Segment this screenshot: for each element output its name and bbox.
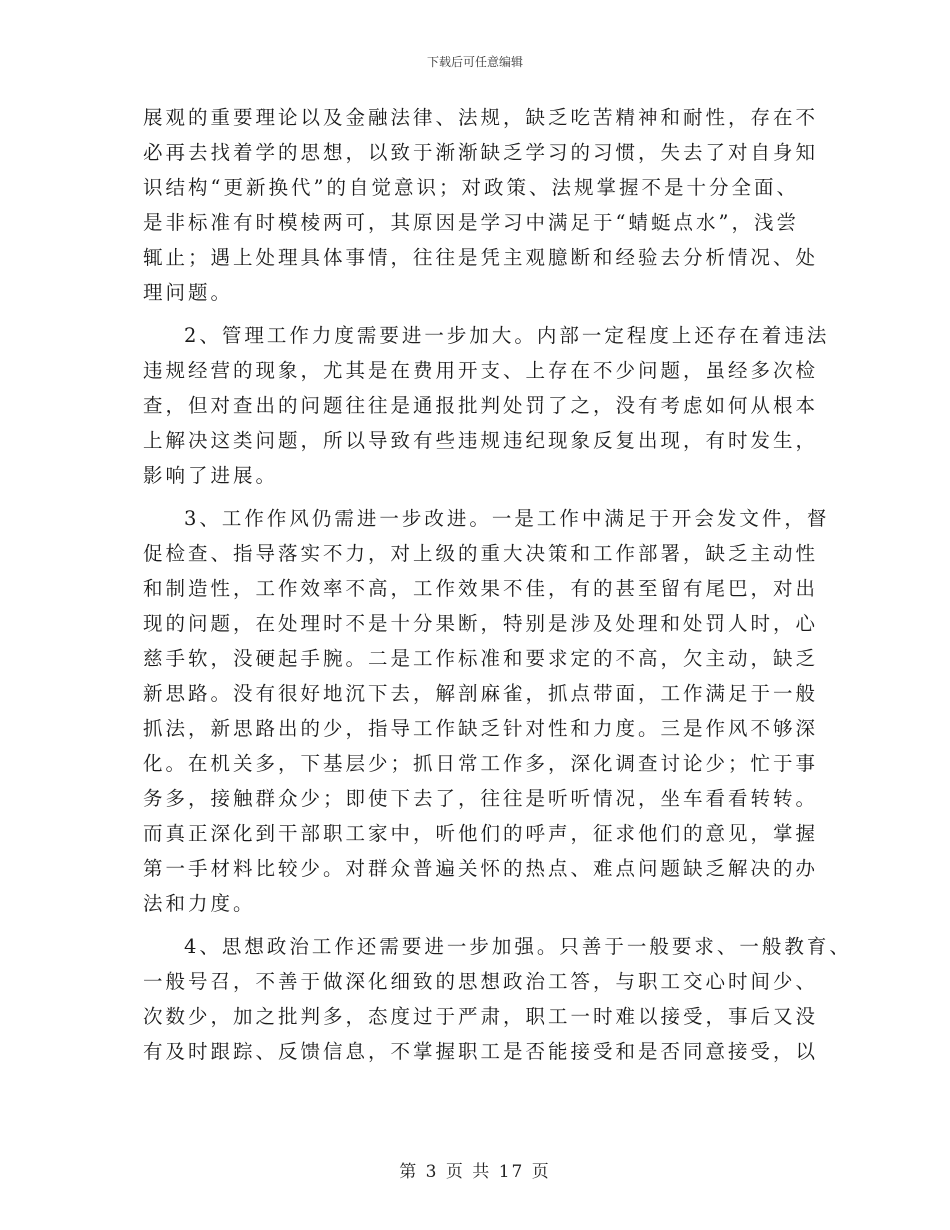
paragraph-start-line: 4、思想政治工作还需要进一步加强。只善于一般要求、一般教育、 [184, 935, 852, 958]
paragraph-start-line: 3、工作作风仍需进一步改进。一是工作中满足于开会发文件，督 [184, 507, 830, 530]
text-line: 慈手软，没硬起手腕。二是工作标准和要求定的不高，欠主动，缺乏 [143, 647, 819, 670]
text-line: 抓法，新思路出的少，指导工作缺乏针对性和力度。三是作风不够深 [143, 717, 819, 740]
text-line: 促检查、指导落实不力，对上级的重大决策和工作部署，缺乏主动性 [143, 542, 819, 565]
text-line: 查，但对查出的问题往往是通报批判处罚了之，没有考虑如何从根本 [143, 394, 819, 417]
paragraph-start-line: 2、管理工作力度需要进一步加大。内部一定程度上还存在着违法 [184, 324, 830, 347]
text-line: 务多，接触群众少；即使下去了，往往是听听情况，坐车看看转转。 [143, 787, 819, 810]
text-line: 识结构“更新换代”的自觉意识；对政策、法规掌握不是十分全面、 [143, 176, 799, 199]
text-line: 第一手材料比较少。对群众普遍关怀的热点、难点问题缺乏解决的办 [143, 857, 819, 880]
text-line: 一般号召，不善于做深化细致的思想政治工答，与职工交心时间少、 [143, 970, 819, 993]
text-line: 展观的重要理论以及金融法律、法规，缺乏吃苦精神和耐性，存在不 [143, 106, 819, 129]
page-header: 下载后可任意编辑 [426, 55, 523, 69]
text-line: 影响了进展。 [143, 464, 279, 487]
text-line: 是非标准有时模棱两可，其原因是学习中满足于“蜻蜓点水”，浅尝 [143, 211, 799, 234]
text-line: 化。在机关多，下基层少；抓日常工作多，深化调查讨论少；忙于事 [143, 752, 819, 775]
text-line: 现的问题，在处理时不是十分果断，特别是涉及处理和处罚人时，心 [143, 612, 819, 635]
text-line: 而真正深化到干部职工家中，听他们的呼声，征求他们的意见，掌握 [143, 822, 819, 845]
text-line: 次数少，加之批判多，态度过于严肃，职工一时难以接受，事后又没 [143, 1005, 819, 1028]
text-line: 有及时跟踪、反馈信息，不掌握职工是否能接受和是否同意接受，以 [143, 1040, 819, 1063]
text-line: 违规经营的现象，尤其是在费用开支、上存在不少问题，虽经多次检 [143, 359, 819, 382]
text-line: 辄止；遇上处理具体事情，往往是凭主观臆断和经验去分析情况、处 [143, 246, 819, 269]
text-line: 新思路。没有很好地沉下去，解剖麻雀，抓点带面，工作满足于一般 [143, 682, 819, 705]
text-line: 理问题。 [143, 281, 234, 304]
page-footer: 第 3 页 共 17 页 [399, 1162, 551, 1182]
text-line: 上解决这类问题，所以导致有些违规违纪现象反复出现，有时发生， [143, 429, 819, 452]
text-line: 法和力度。 [143, 892, 256, 915]
text-line: 必再去找着学的思想，以致于渐渐缺乏学习的习惯，失去了对自身知 [143, 141, 819, 164]
text-line: 和制造性，工作效率不高，工作效果不佳，有的甚至留有尾巴，对出 [143, 577, 819, 600]
